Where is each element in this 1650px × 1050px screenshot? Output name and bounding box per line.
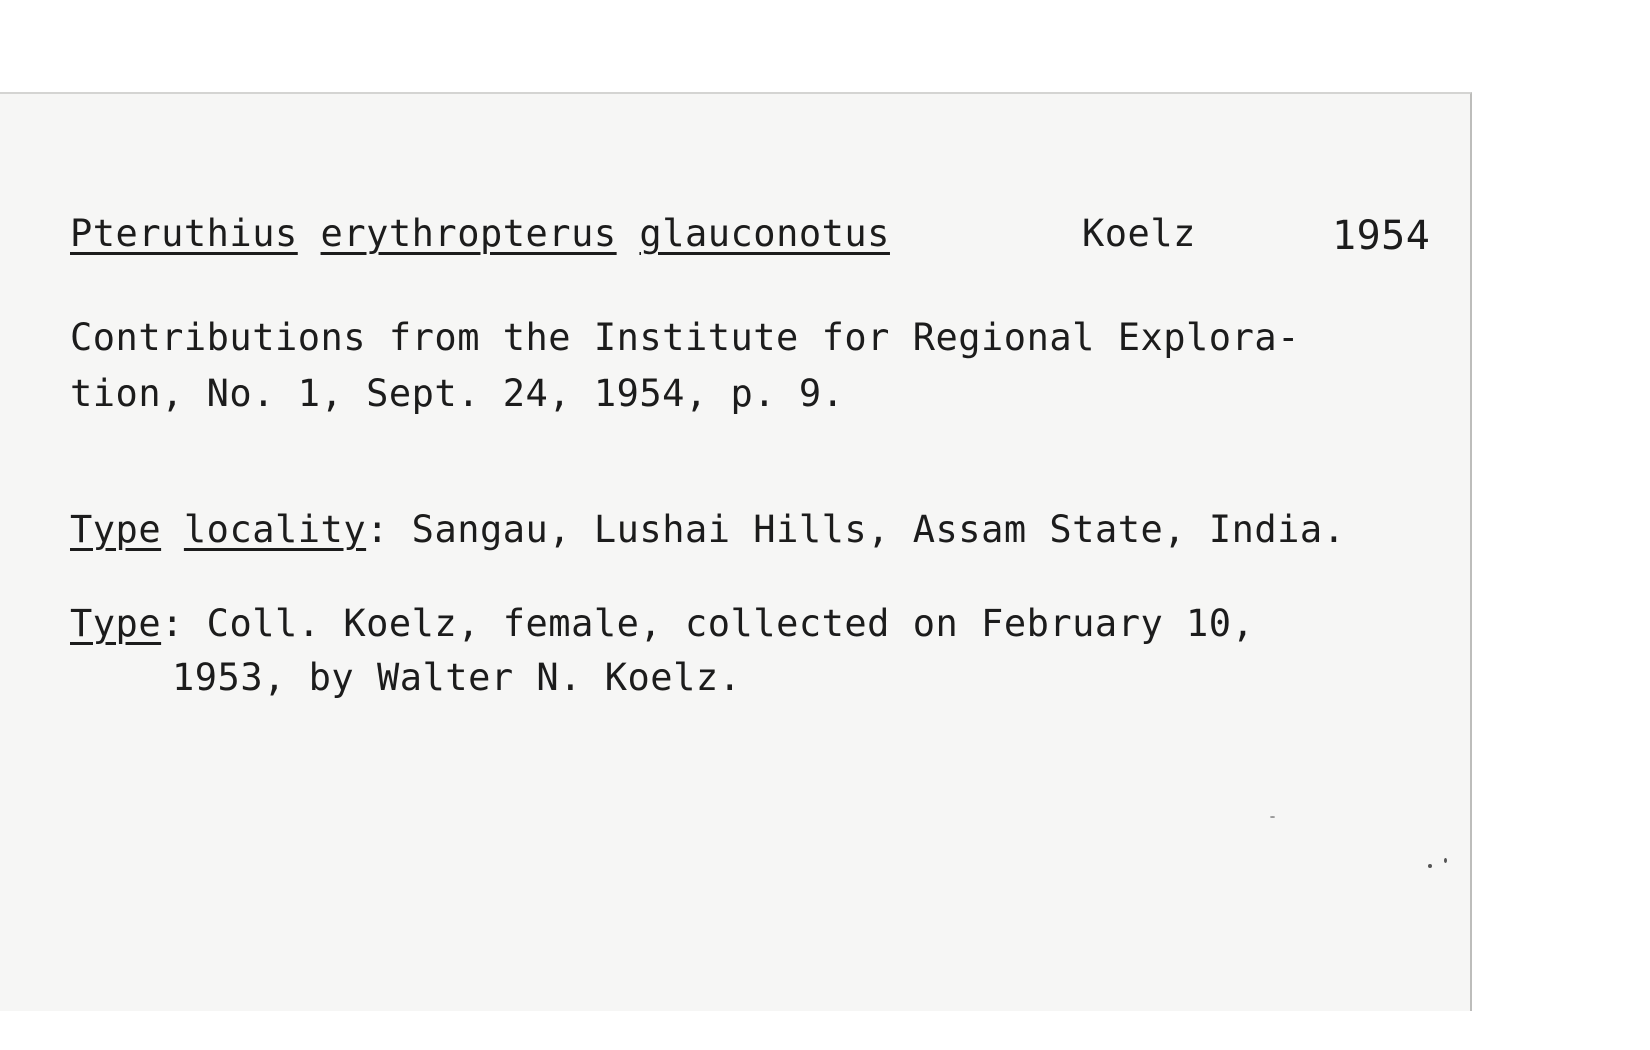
type-line-1 bbox=[70, 602, 1254, 646]
type-label: Type bbox=[70, 602, 162, 645]
taxon-name-line bbox=[70, 212, 890, 256]
taxon-year: 1954 bbox=[1332, 213, 1431, 259]
type-locality-label-type: Type bbox=[70, 508, 162, 551]
citation-line-1: Contributions from the Institute for Regional Explora- bbox=[70, 316, 1300, 359]
genus-name: Pteruthius bbox=[70, 212, 298, 255]
citation-line-2: tion, No. 1, Sept. 24, 1954, p. 9. bbox=[70, 372, 845, 415]
index-card bbox=[0, 92, 1472, 1011]
type-colon: : bbox=[161, 602, 184, 645]
ink-speck bbox=[1428, 864, 1432, 868]
type-locality-value: Sangau, Lushai Hills, Assam State, India. bbox=[388, 508, 1346, 551]
subspecies-name: glauconotus bbox=[639, 212, 890, 255]
ink-speck bbox=[1444, 858, 1447, 863]
type-value-line-2: 1953, by Walter N. Koelz. bbox=[172, 656, 742, 699]
species-name: erythropterus bbox=[320, 212, 617, 255]
ink-speck bbox=[1270, 816, 1275, 818]
type-locality-colon: : bbox=[366, 508, 389, 551]
type-locality-line bbox=[70, 508, 1345, 552]
type-locality-label-locality: locality bbox=[183, 508, 367, 551]
type-value-line-1: Coll. Koelz, female, collected on February 10, bbox=[183, 602, 1255, 645]
taxon-author: Koelz bbox=[1082, 212, 1196, 255]
